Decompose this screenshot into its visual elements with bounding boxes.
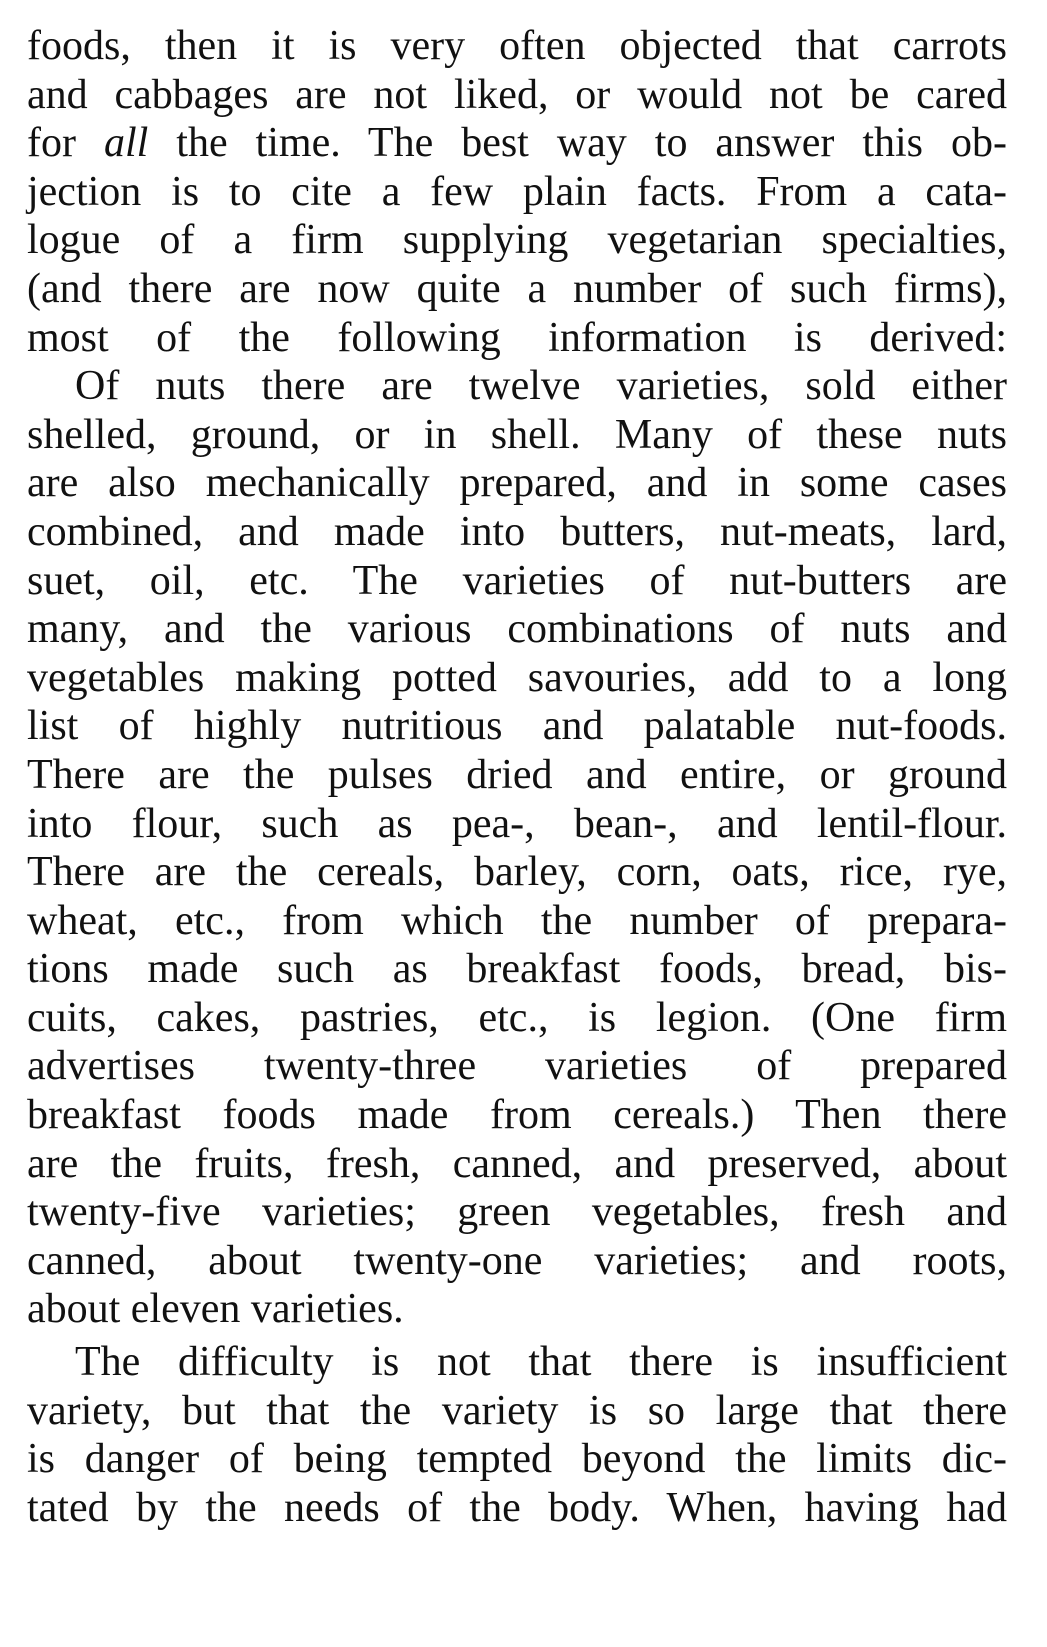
text-line: shelled, ground, or in shell. Many of these nuts — [27, 411, 1007, 458]
text-line: is danger of being tempted beyond the limits dic- — [27, 1436, 1007, 1483]
text-line: foods, then it is very often objected that carrots — [27, 23, 1007, 69]
text-line: jection is to cite a few plain facts. From a cata- — [27, 168, 1007, 215]
text-segment: the time. The best way to answer this ob- — [148, 120, 1007, 167]
book-page — [27, 22, 1007, 1532]
text-line: vegetables making potted savouries, add to a long — [27, 654, 1007, 701]
text-line: There are the pulses dried and entire, or ground — [27, 751, 1007, 798]
paragraph-1 — [27, 22, 1007, 362]
text-line: list of highly nutritious and palatable nut-foods. — [27, 703, 1007, 750]
text-line: into flour, such as pea-, bean-, and lentil-flour. — [27, 800, 1007, 847]
text-line: are also mechanically prepared, and in some cases — [27, 460, 1007, 507]
text-line — [27, 119, 1007, 168]
text-segment: for — [27, 120, 104, 167]
text-line: The difficulty is not that there is insufficient — [75, 1339, 1007, 1386]
text-line: most of the following information is derived: — [27, 314, 1007, 361]
text-line: cuits, cakes, pastries, etc., is legion. (One firm — [27, 994, 1007, 1041]
text-line: advertises twenty-three varieties of prepared — [27, 1043, 1007, 1090]
text-line: combined, and made into butters, nut-meats, lard, — [27, 508, 1007, 555]
text-line: many, and the various combinations of nuts and — [27, 606, 1007, 653]
paragraph-2 — [27, 362, 1007, 1334]
text-line: (and there are now quite a number of such firms), — [27, 265, 1007, 312]
text-line: There are the cereals, barley, corn, oats, rice, rye, — [27, 849, 1007, 896]
text-line: Of nuts there are twelve varieties, sold either — [75, 363, 1007, 410]
text-line: canned, about twenty-one varieties; and roots, — [27, 1237, 1007, 1284]
italic-emphasis: all — [103, 120, 149, 167]
text-line: variety, but that the variety is so large that there — [27, 1387, 1007, 1434]
text-line: about eleven varieties. — [27, 1286, 404, 1333]
paragraph-3 — [27, 1338, 1007, 1532]
text-line: are the fruits, fresh, canned, and preserved, about — [27, 1140, 1007, 1187]
text-line: and cabbages are not liked, or would not be cared — [27, 71, 1007, 118]
text-line: tated by the needs of the body. When, having had — [27, 1484, 1007, 1531]
text-line: twenty-five varieties; green vegetables, fresh and — [27, 1189, 1007, 1236]
text-line: tions made such as breakfast foods, bread, bis- — [27, 946, 1007, 993]
text-line: breakfast foods made from cereals.) Then there — [27, 1092, 1007, 1139]
text-line: wheat, etc., from which the number of prepara- — [27, 897, 1007, 944]
text-line: logue of a firm supplying vegetarian specialties, — [27, 217, 1007, 264]
text-line: suet, oil, etc. The varieties of nut-butters are — [27, 557, 1007, 604]
